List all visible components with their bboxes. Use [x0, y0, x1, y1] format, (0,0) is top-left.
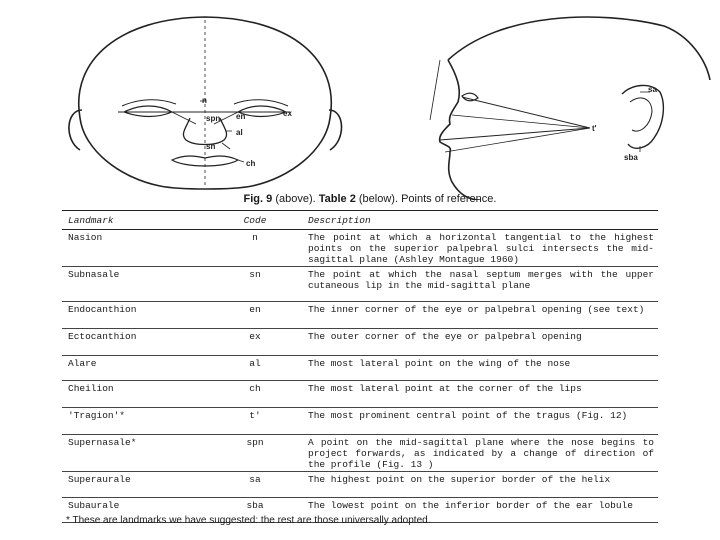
table-row	[62, 472, 658, 498]
header-code: Code	[212, 211, 302, 230]
table-row	[62, 230, 658, 267]
label-ex: ex	[283, 109, 292, 118]
table-text: (below). Points of reference.	[355, 193, 497, 205]
table-row	[62, 267, 658, 302]
side-view-head	[430, 17, 710, 200]
table-row	[62, 356, 658, 381]
fig-label: Fig. 9	[243, 193, 273, 205]
label-al: al	[236, 128, 243, 137]
description-cell: The most lateral point on the wing of the nose	[302, 356, 658, 381]
description-cell: The outer corner of the eye or palpebral opening	[302, 329, 658, 356]
code-cell: sn	[212, 267, 302, 302]
table-row	[62, 435, 658, 472]
description-cell: The lowest point on the inferior border of the ear lobule	[302, 498, 658, 523]
code-cell: ch	[212, 381, 302, 408]
header-landmark: Landmark	[62, 211, 212, 230]
landmark-cell: Endocanthion	[62, 302, 212, 329]
footnote: * These are landmarks we have suggested: the rest are those universally adopted.	[66, 515, 431, 526]
description-cell: The inner corner of the eye or palpebral opening (see text)	[302, 302, 658, 329]
landmark-cell: Cheilion	[62, 381, 212, 408]
code-cell: sa	[212, 472, 302, 498]
reference-figure	[0, 0, 720, 200]
code-cell: spn	[212, 435, 302, 472]
landmark-cell: 'Tragion'*	[62, 408, 212, 435]
label-spn: spn	[206, 114, 221, 123]
landmark-cell: Subaurale	[62, 498, 212, 523]
figure-caption	[150, 193, 590, 205]
label-n: n	[202, 96, 207, 105]
description-cell: The point at which the nasal septum merges with the upper cutaneous lip in the mid-sagittal plane	[302, 267, 658, 302]
label-en: en	[236, 112, 246, 121]
label-ch: ch	[246, 159, 256, 168]
code-cell: n	[212, 230, 302, 267]
landmark-cell: Nasion	[62, 230, 212, 267]
code-cell: en	[212, 302, 302, 329]
label-sa: sa	[648, 85, 657, 94]
description-cell: The highest point on the superior border of the helix	[302, 472, 658, 498]
label-sba: sba	[624, 153, 638, 162]
table-row	[62, 329, 658, 356]
table-row	[62, 408, 658, 435]
landmark-cell: Superaurale	[62, 472, 212, 498]
code-cell: al	[212, 356, 302, 381]
description-cell: The point at which a horizontal tangential to the highest points on the superior palpebral sulci intersects the mid-sagittal plane (Ashley Montague 1960)	[302, 230, 658, 267]
table-row	[62, 381, 658, 408]
landmark-cell: Ectocanthion	[62, 329, 212, 356]
landmark-cell: Supernasale*	[62, 435, 212, 472]
landmark-cell: Subnasale	[62, 267, 212, 302]
label-t: t'	[592, 124, 597, 133]
table-row	[62, 302, 658, 329]
fig-text: (above).	[272, 193, 319, 205]
table-header-row	[62, 211, 658, 230]
label-sn: sn	[206, 142, 216, 151]
header-description: Description	[302, 211, 658, 230]
code-cell: t'	[212, 408, 302, 435]
description-cell: The most prominent central point of the tragus (Fig. 12)	[302, 408, 658, 435]
table-label: Table 2	[318, 193, 356, 205]
description-cell: The most lateral point at the corner of the lips	[302, 381, 658, 408]
reference-points-table	[62, 210, 658, 523]
description-cell: A point on the mid-sagittal plane where the nose begins to project forwards, as indicated by a change of direction of the profile (Fig. 13 )	[302, 435, 658, 472]
code-cell: ex	[212, 329, 302, 356]
code-cell: sba	[212, 498, 302, 523]
landmark-cell: Alare	[62, 356, 212, 381]
